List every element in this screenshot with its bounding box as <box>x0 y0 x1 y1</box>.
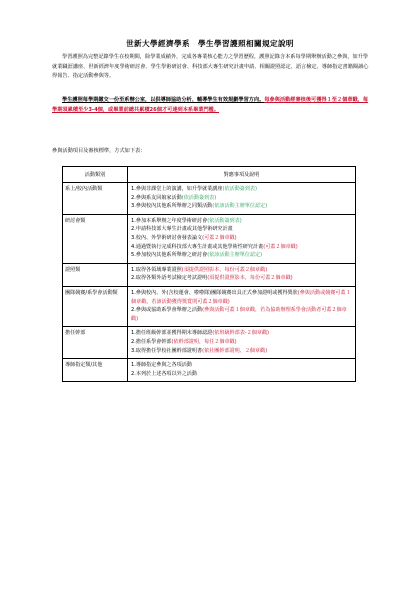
description-line <box>131 225 352 234</box>
intro-paragraph <box>52 53 372 82</box>
line-text: 1.參與校內、外(含校運會、啦啦隊)團隊競賽出具正式參加證明或獲得獎狀 <box>131 289 298 296</box>
line-note: (依該活動主辦單位認定) <box>212 203 268 210</box>
row-category: 研討會類 <box>63 214 128 263</box>
intro-text: 學習護照為完整記錄學生在校期間，除學業成績外，完成各專業核心能力之學習歷程，護照記錄含本系每學期舉辦活動之參與，如升學就業職涯講座、世新經濟年度學術研討會、學生學術研討會、科技部大專生研究計畫申請、相關證照認定、語言檢定、導師指定書籍閱讀心得報告、指定活動參與等。 <box>52 54 369 80</box>
line-note: (依活動簽到表) <box>181 194 217 201</box>
line-note: (參與活動可蓋１個章戳，若為協助辦理系學會活動者可蓋２個章戳) <box>131 307 347 322</box>
table-row <box>63 359 356 382</box>
activity-table <box>62 166 356 382</box>
description-line <box>131 361 352 370</box>
line-text: 3.校內、外學術研討會發表論文 <box>131 234 203 241</box>
line-text: 2.本列於上述各項以外之活動 <box>131 370 197 377</box>
description-line <box>131 370 352 379</box>
rule-paragraph <box>52 96 372 115</box>
description-line <box>131 347 352 356</box>
table-row <box>63 286 356 326</box>
description-line <box>131 194 352 203</box>
line-note: (須提供證照影本，每份可蓋２個章戳) <box>207 275 293 282</box>
line-note: (可蓋２個章戳) <box>202 234 237 241</box>
description-line <box>131 185 352 194</box>
line-note: (依幹部證明，每任２個章戳) <box>171 338 237 345</box>
line-note: (依活動簽到表) <box>222 186 258 192</box>
row-category: 系上/校內活動類 <box>63 183 128 215</box>
description-line <box>131 306 352 323</box>
line-note: (依班級幹部表-２個章戳) <box>212 330 270 337</box>
line-text: 1.導師指定參與之各項活動 <box>131 362 192 369</box>
description-line <box>131 289 352 306</box>
row-category: 導師指定類/其他 <box>63 359 128 382</box>
row-description <box>128 359 356 382</box>
row-description <box>128 214 356 263</box>
rule-text: 學生護照每學期繳交一份至系辦公室，以供導師協助分析、輔導學生有效規劃學習方向。 <box>62 97 265 103</box>
description-line <box>131 274 352 283</box>
table-row <box>63 327 356 359</box>
row-category: 證照類 <box>63 263 128 286</box>
line-text: 1.參與非課堂上的演講，如升學就業講座 <box>131 186 223 192</box>
description-line <box>131 329 352 338</box>
line-note: (依該活動主辦單位認定) <box>207 252 263 259</box>
table-row <box>63 263 356 286</box>
table-body <box>63 183 356 382</box>
line-text: 4.通過暨執行完成科技部大專生計畫或其他學術性研究計畫 <box>131 243 264 250</box>
table-lead: 參與活動項目及審核標準，方式如下表： <box>52 148 146 154</box>
line-text: 2.申請科技部大專生計畫或其他學術研究計畫 <box>131 226 233 233</box>
row-category: 團隊競賽/系學會活動類 <box>63 286 128 326</box>
line-text: 1.取得各領域專業證照 <box>131 266 182 273</box>
description-line <box>131 234 352 243</box>
table-row <box>63 214 356 263</box>
line-note: (參與活動或競賽可蓋１個章戳，若該活動獲得獎賞則可蓋２個章戳) <box>131 289 351 305</box>
line-text: 1.參加本系舉辦之年度學術研討會 <box>131 217 208 224</box>
line-text: 3.取得擔任學校社團幹部證明書 <box>131 347 203 354</box>
row-description <box>128 183 356 215</box>
table-row <box>63 183 356 215</box>
rule-threshold: 每參與活動經審核後可獲得１至２個章戳，每學期須累積至少3-4個，或畢業前總共累積26個才可達到本系畢業門檻。 <box>52 97 369 113</box>
row-description <box>128 327 356 359</box>
description-line <box>131 217 352 226</box>
line-text: 2.參與或協助系學會舉辦之活動 <box>131 307 203 314</box>
header-description: 對應事項及說明 <box>128 167 356 183</box>
row-description <box>128 263 356 286</box>
line-text: 5.參加校內其他系所舉辦之研討會 <box>131 252 208 259</box>
header-category: 活動類別 <box>63 167 128 183</box>
line-note: (須提供證照影本，每份可蓋２個章戳) <box>181 266 268 273</box>
table-header-row <box>63 167 356 183</box>
row-category: 擔任幹部 <box>63 327 128 359</box>
line-text: 2.擔任系學會幹部 <box>131 338 172 345</box>
description-line <box>131 338 352 347</box>
description-line <box>131 251 352 260</box>
line-text: 2.取得各類外語考試檢定考試證明 <box>131 275 208 282</box>
document-title: 世新大學經濟學系 學生學習護照相關規定說明 <box>126 39 294 48</box>
description-line <box>131 202 352 211</box>
line-note: (依社團幹部證明、２個章戳) <box>202 347 268 354</box>
description-line <box>131 243 352 252</box>
line-text: 3.參與校內其他系所舉辦之同類活動 <box>131 203 213 210</box>
line-note: (可蓋２個章戳) <box>263 243 298 250</box>
line-text: 2.參與系友回娘家活動 <box>131 194 182 201</box>
description-line <box>131 266 352 275</box>
row-description <box>128 286 356 326</box>
line-text: 1.擔任班級幹部並獲得期末導師認證 <box>131 330 213 337</box>
line-note: (依活動簽到表) <box>207 217 242 224</box>
